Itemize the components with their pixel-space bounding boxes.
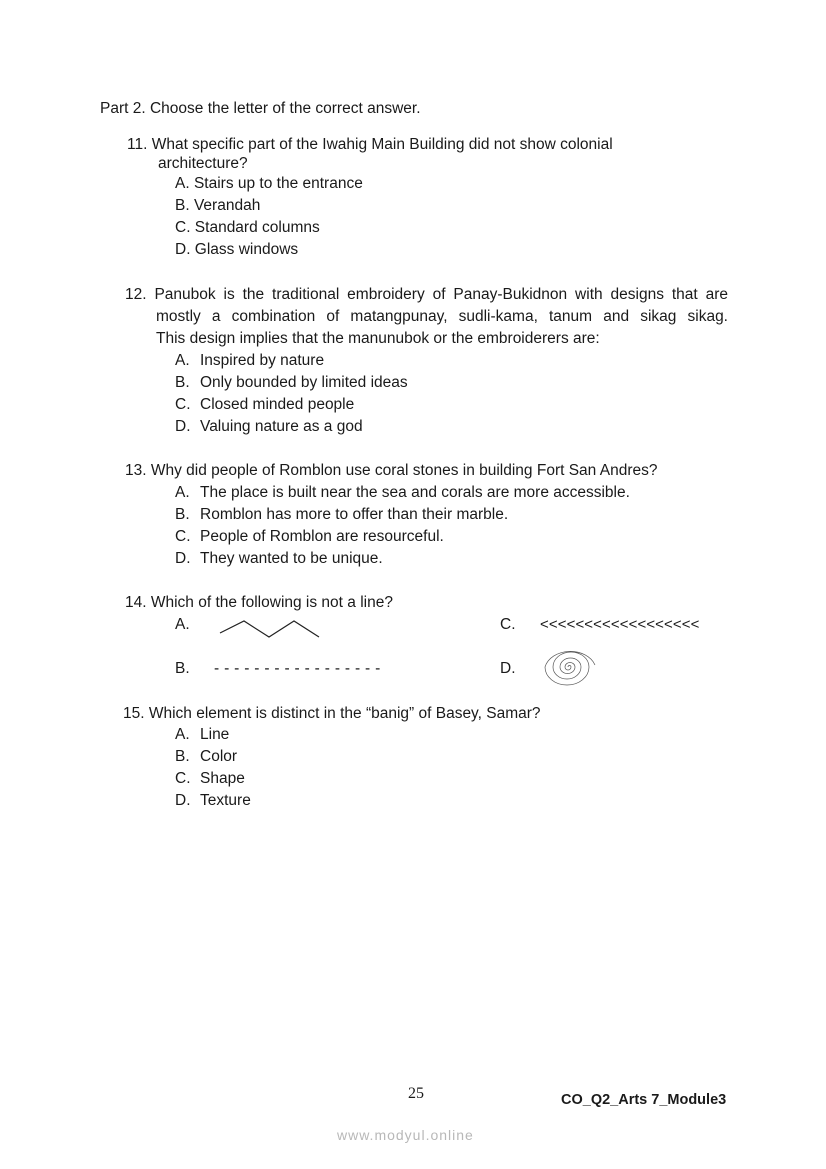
question-13-line-1: 13. Why did people of Romblon use coral stones in building Fort San Andres?	[125, 462, 658, 479]
option-text: Valuing nature as a god	[200, 418, 363, 435]
option-text: Texture	[200, 792, 251, 809]
question-11-option-d: D. Glass windows	[175, 241, 299, 258]
option-text: Inspired by nature	[200, 352, 325, 369]
option-letter: C.	[175, 396, 191, 413]
question-12-option-d	[175, 416, 363, 438]
question-14-option-a-letter: A.	[175, 616, 190, 633]
question-12-line-2: mostly a combination of matangpunay, sudli-kama, tanum and sikag sikag.	[156, 308, 728, 325]
question-11-option-c: C. Standard columns	[175, 219, 320, 236]
option-letter: D.	[175, 792, 191, 809]
option-text: Only bounded by limited ideas	[200, 374, 408, 391]
question-14-option-c-letter: C.	[500, 616, 516, 633]
question-11-option-a: A. Stairs up to the entrance	[175, 175, 363, 192]
option-letter: C.	[175, 528, 191, 545]
question-15-option-d	[175, 790, 251, 812]
spiral-icon	[536, 645, 600, 691]
option-letter: A.	[175, 484, 190, 501]
option-text: People of Romblon are resourceful.	[200, 528, 444, 545]
option-letter: B.	[175, 748, 190, 765]
part-heading: Part 2. Choose the letter of the correct answer.	[100, 100, 421, 117]
question-15-option-c	[175, 768, 245, 790]
watermark: www.modyul.online	[337, 1127, 474, 1143]
question-11-option-b: B. Verandah	[175, 197, 261, 214]
question-13-option-c	[175, 526, 444, 548]
question-14-option-c-chevrons: <<<<<<<<<<<<<<<<<<	[540, 616, 700, 633]
question-13-option-d	[175, 548, 383, 570]
question-12-line-3: This design implies that the manunubok or the embroiderers are:	[156, 330, 600, 347]
option-letter: C.	[175, 770, 191, 787]
question-12-option-c	[175, 394, 355, 416]
option-text: Romblon has more to offer than their marble.	[200, 506, 509, 523]
question-14-line-1: 14. Which of the following is not a line?	[125, 594, 393, 611]
zigzag-line-icon	[219, 620, 321, 640]
option-text: Closed minded people	[200, 396, 355, 413]
option-text: Shape	[200, 770, 245, 787]
question-13-option-a	[175, 482, 630, 504]
question-12-option-b	[175, 372, 408, 394]
question-13-option-b	[175, 504, 509, 526]
question-14-option-b-dashes: - - - - - - - - - - - - - - - - -	[214, 660, 381, 677]
option-letter: D.	[175, 418, 191, 435]
option-letter: D.	[175, 550, 191, 567]
option-letter: B.	[175, 506, 190, 523]
question-12-option-a	[175, 350, 325, 372]
question-15-line-1: 15. Which element is distinct in the “banig” of Basey, Samar?	[123, 705, 541, 722]
question-11-line-2: architecture?	[158, 155, 248, 172]
option-text: Line	[200, 726, 230, 743]
question-15-option-b	[175, 746, 238, 768]
module-code: CO_Q2_Arts 7_Module3	[561, 1092, 727, 1108]
option-letter: A.	[175, 352, 190, 369]
option-text: The place is built near the sea and corals are more accessible.	[200, 484, 630, 501]
option-letter: B.	[175, 374, 190, 391]
question-14-option-b-letter: B.	[175, 660, 190, 677]
option-text: Color	[200, 748, 238, 765]
question-15-option-a	[175, 724, 230, 746]
question-14-option-d-letter: D.	[500, 660, 516, 677]
option-text: They wanted to be unique.	[200, 550, 383, 567]
question-12-line-1: 12. Panubok is the traditional embroidery of Panay-Bukidnon with designs that are	[125, 286, 728, 303]
option-letter: A.	[175, 726, 190, 743]
page-number: 25	[408, 1085, 424, 1102]
question-11-line-1: 11. What specific part of the Iwahig Main Building did not show colonial	[127, 136, 613, 153]
